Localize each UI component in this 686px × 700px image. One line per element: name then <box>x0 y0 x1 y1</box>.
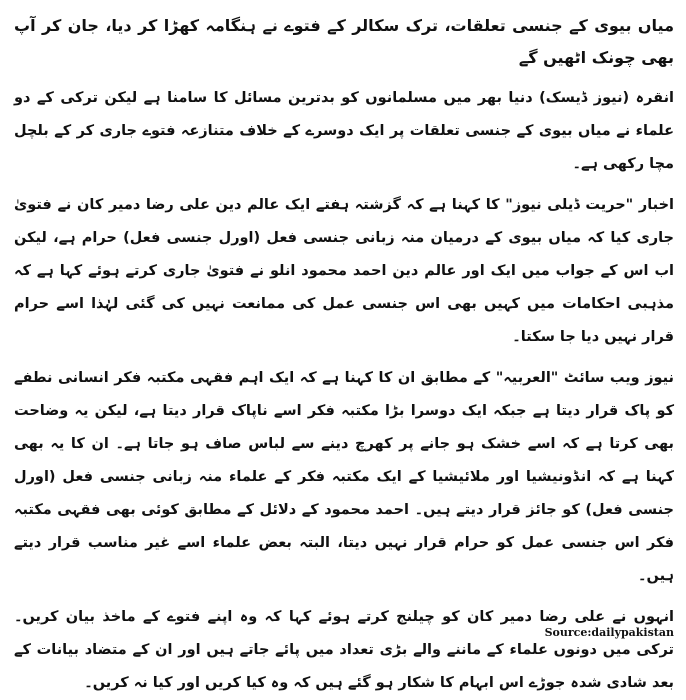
article <box>14 10 674 700</box>
source-credit: Source:dailypakistan <box>544 626 674 639</box>
article-paragraph-4: انہوں نے علی رضا دمیر کان کو چیلنج کرتے ہوئے کہا کہ وہ اپنے فتوے کے ماخذ بیان کریں۔ ترکی میں دونوں علماء کے ماننے والے بڑی تعداد میں پائے جاتے ہیں اور ان کے متضاد بیانات کے بعد شادی شدہ جوڑے اس ابہام کا شکار ہو گئے ہیں کہ وہ کیا کریں اور کیا نہ کریں۔ <box>14 609 674 691</box>
article-title: میاں بیوی کے جنسی تعلقات، ترک سکالر کے فتوے نے ہنگامہ کھڑا کر دیا، جان کر آپ بھی چونک اٹھیں گے <box>14 16 674 67</box>
article-paragraph-3: نیوز ویب سائٹ "العربیہ" کے مطابق ان کا کہنا ہے کہ ایک اہم فقہی مکتبہ فکر انسانی نطفے کو پاک قرار دیتا ہے جبکہ ایک دوسرا بڑا مکتبہ فکر اسے ناپاک قرار دیتا ہے، لیکن یہ وضاحت بھی کرتا ہے کہ اسے خشک ہو جانے پر کھرچ دینے سے لباس صاف ہو جاتا ہے۔ ان کا یہ بھی کہنا ہے کہ انڈونیشیا اور ملائیشیا کے ایک مکتبہ فکر کے علماء منہ زبانی جنسی فعل (اورل جنسی فعل) کو جائز قرار دیتے ہیں۔ احمد محمود کے دلائل کے مطابق کوئی بھی فقہی مکتبہ فکر اس جنسی عمل کو حرام قرار نہیں دیتا، البتہ بعض علماء اسے غیر مناسب قرار دیتے ہیں۔ <box>14 370 674 584</box>
article-paragraph-1: انقرہ (نیوز ڈیسک) دنیا بھر میں مسلمانوں کو بدترین مسائل کا سامنا ہے لیکن ترکی کے دو علماء نے میاں بیوی کے جنسی تعلقات پر ایک دوسرے کے خلاف متنازعہ فتوے جاری کر کے بلچل مچا رکھی ہے۔ <box>14 90 674 172</box>
article-paragraph-2: اخبار "حریت ڈیلی نیوز" کا کہنا ہے کہ گزشتہ ہفتے ایک عالم دین علی رضا دمیر کان نے فتویٰ جاری کیا کہ میاں بیوی کے درمیان منہ زبانی جنسی فعل (اورل جنسی فعل) حرام ہے، لیکن اب اس کے جواب میں ایک اور عالم دین احمد محمود انلو نے فتویٰ جاری کرتے ہوئے کہا ہے کہ مذہبی احکامات میں کہیں بھی اس جنسی عمل کی ممانعت نہیں کی گئی لہٰذا اسے حرام قرار نہیں دیا جا سکتا۔ <box>14 197 674 345</box>
